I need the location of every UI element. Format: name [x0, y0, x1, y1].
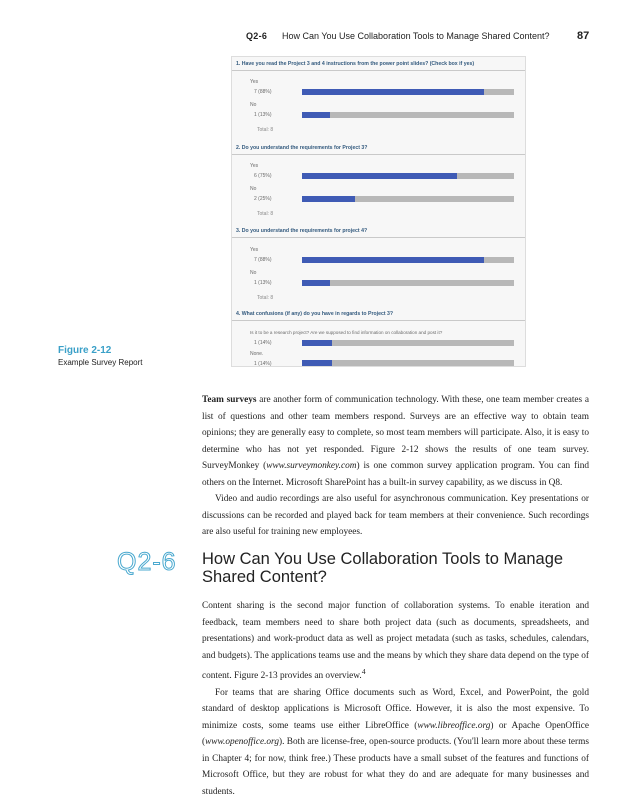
response-total: Total: 8 — [257, 127, 274, 133]
response-bar-track — [302, 196, 514, 202]
survey-question-1: 1. Have you read the Project 3 and 4 instructions from the power point slides? (Check box if yes) — [236, 61, 475, 67]
figure-label: Figure 2-12 — [58, 345, 112, 356]
option-count: 1 (13%) — [254, 112, 272, 118]
response-bar-fill — [302, 257, 484, 263]
open-response-prompt: Is it to be a research project? Are we supposed to find information on collaboration and post it? — [250, 330, 443, 335]
url-surveymonkey: www.surveymonkey.com — [266, 461, 357, 471]
option-count: 1 (14%) — [254, 340, 272, 346]
survey-question-3: 3. Do you understand the requirements for project 4? — [236, 228, 368, 234]
section-title: How Can You Use Collaboration Tools to Manage Shared Content? — [202, 550, 564, 586]
response-bar-fill — [302, 360, 332, 366]
option-count: 1 (13%) — [254, 280, 272, 286]
question-divider — [232, 154, 525, 155]
response-bar-fill — [302, 89, 484, 95]
option-label: Yes — [250, 79, 259, 85]
survey-question-4: 4. What confusions (if any) do you have in regards to Project 3? — [236, 311, 394, 317]
footnote-ref: 4 — [361, 667, 366, 676]
paragraph-video-audio: Video and audio recordings are also useful for asynchronous communication. Key presentations or discussions can be recorded and played back for team members at their convenience. Such recordings are also useful for training new employees. — [202, 494, 589, 537]
paragraph-content-sharing: Content sharing is the second major function of collaboration systems. To enable iteration and feedback, team members need to share both project data (such as documents, spreadsheets, and presentations) and work-product data as well as project metadata (such as tasks, schedules, calendars, and budgets). The applications teams use and the means by which they share data depend on the type of content. Figure 2-13 provides an overview.$^4$ — [202, 601, 589, 682]
figure-caption: Example Survey Report — [58, 358, 143, 367]
survey-report-figure — [231, 56, 526, 367]
response-bar-fill — [302, 173, 457, 179]
option-label: No — [250, 102, 257, 108]
url-openoffice: www.openoffice.org — [205, 737, 279, 748]
response-bar-fill — [302, 340, 332, 346]
response-bar-track — [302, 89, 514, 95]
option-label: No — [250, 270, 257, 276]
question-divider — [232, 237, 525, 238]
option-count: 7 (88%) — [254, 257, 272, 263]
option-count: 2 (25%) — [254, 196, 272, 202]
response-bar-track — [302, 280, 514, 286]
paragraph-office-documents: For teams that are sharing Office documents such as Word, Excel, and PowerPoint, the gold standard of desktop applications is Microsoft Office. However, it is also the most expensive. To minimize costs, some teams use either LibreOffice (www.libreoffice.org) or Apache OpenOffice (www.openoffice.org). Both are license-free, open-source products. (You'll learn more about these terms in Chapter 4; for now, think free.) These products have a small subset of the features and functions of Microsoft Office, but they are robust for what they do and are adequate for many businesses and students. — [202, 687, 589, 797]
response-bar-fill — [302, 112, 330, 118]
running-header — [0, 31, 625, 45]
option-label: None. — [250, 351, 264, 357]
paragraph-team-surveys: Team surveys are another form of communication technology. With these, one team member creates a list of questions and other team members respond. Surveys are an effective way to obtain team opinions; they are generally easy to complete, so most team members will participate. Also, it is easy to determine who has not yet responded. Figure 2-12 shows the results of one team survey. SurveyMonkey (www.surveymonkey.com) is one common survey application program. You can find others on the Internet. Microsoft SharePoint has a built-in survey capability, as we discuss in Q8. — [202, 395, 589, 488]
survey-question-2: 2. Do you understand the requirements for Project 3? — [236, 145, 368, 151]
response-total: Total: 8 — [257, 211, 274, 217]
option-label: Yes — [250, 247, 259, 253]
response-bar-track — [302, 173, 514, 179]
url-libreoffice: www.libreoffice.org — [417, 720, 491, 731]
option-label: No — [250, 186, 257, 192]
response-bar-track — [302, 340, 514, 346]
question-divider — [232, 320, 525, 321]
header-title: How Can You Use Collaboration Tools to Manage Shared Content? — [282, 31, 550, 41]
option-count: 7 (88%) — [254, 89, 272, 95]
option-count: 6 (75%) — [254, 173, 272, 179]
response-total: Total: 8 — [257, 295, 274, 301]
response-bar-fill — [302, 196, 355, 202]
response-bar-fill — [302, 280, 330, 286]
key-term: Team surveys — [202, 395, 257, 405]
header-section-number: Q2-6 — [246, 31, 268, 41]
section-number: Q2-6 — [117, 548, 177, 576]
response-bar-track — [302, 257, 514, 263]
response-bar-track — [302, 112, 514, 118]
body-text-top — [202, 392, 589, 541]
body-text-bottom — [202, 598, 589, 800]
response-bar-track — [302, 360, 514, 366]
question-divider — [232, 70, 525, 71]
page-number: 87 — [577, 30, 590, 42]
option-label: Yes — [250, 163, 259, 169]
option-count: 1 (14%) — [254, 361, 272, 367]
